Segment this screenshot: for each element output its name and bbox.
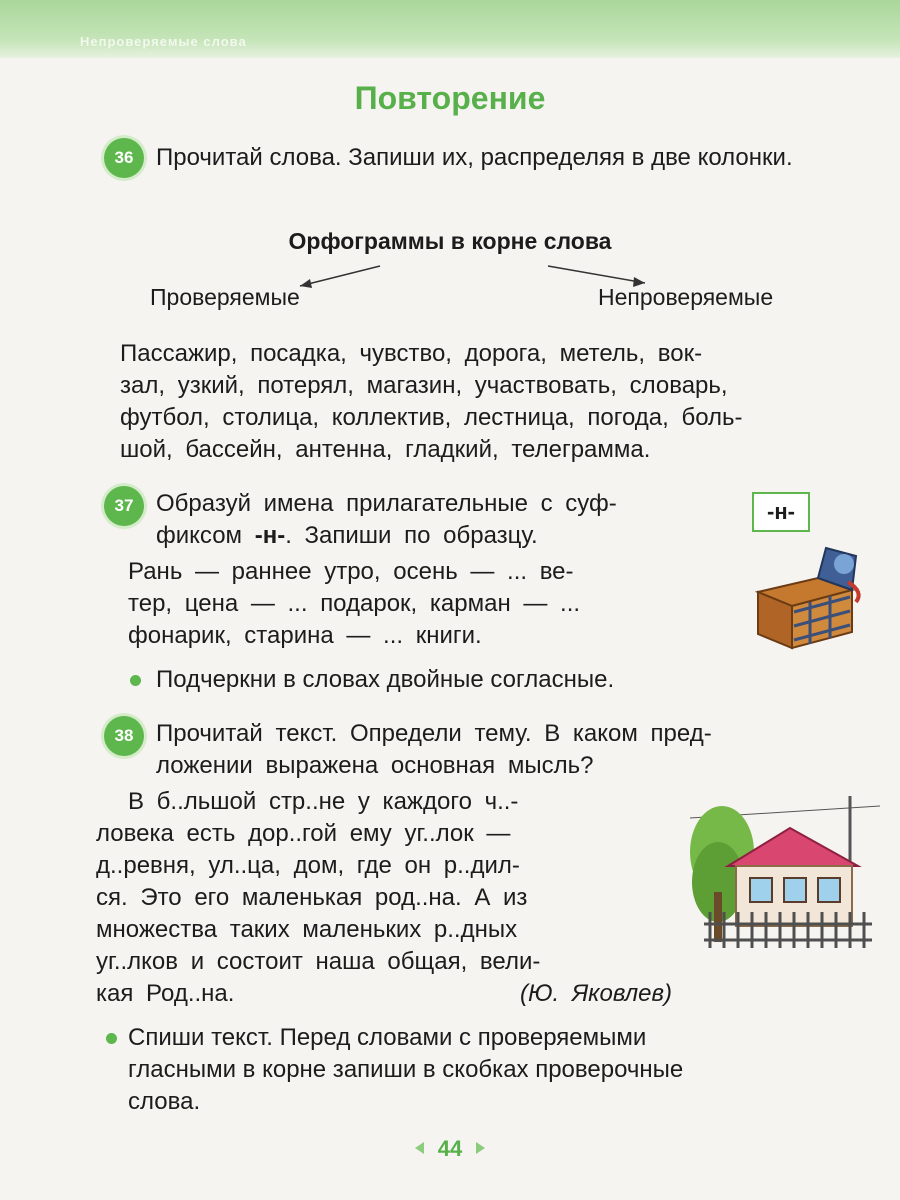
bullet-line: Спиши текст. Перед словами с проверяемыми <box>128 1024 647 1051</box>
task37-instruction <box>156 488 716 552</box>
passage-line: кая Род..на. <box>96 980 235 1007</box>
passage-line: множества таких маленьких р..дных <box>96 916 518 943</box>
next-arrow-icon <box>476 1142 485 1154</box>
task38-line: ложении выражена основная мысль? <box>156 752 594 779</box>
passage-line: ловека есть дор..гой ему уг..лок — <box>96 820 511 847</box>
bullet-line: слова. <box>128 1088 201 1115</box>
example-line: тер, цена — ... подарок, карман — ... <box>128 590 581 617</box>
example-line: фонарик, старина — ... книги. <box>128 622 482 649</box>
prev-arrow-icon <box>415 1142 424 1154</box>
task-number-badge: 37 <box>104 486 144 526</box>
task38-instruction <box>156 718 872 782</box>
passage <box>96 786 672 1010</box>
column-checkable: Проверяемые <box>150 284 300 310</box>
word-line: Пассажир, посадка, чувство, дорога, метель, вок- <box>120 340 703 367</box>
task-number-badge: 36 <box>104 138 144 178</box>
diagram-title: Орфограммы в корне слова <box>288 228 612 254</box>
house-illustration <box>690 792 880 952</box>
page-number <box>0 1136 900 1162</box>
task-number-badge: 38 <box>104 716 144 756</box>
column-uncheckable: Непроверяемые <box>598 284 774 310</box>
task36-text: Прочитай слова. Запиши их, распределяя в две колонки. <box>156 144 793 171</box>
bullet-text: Подчеркни в словах двойные согласные. <box>156 666 615 693</box>
bullet-dot-icon <box>106 1033 117 1044</box>
page-number-text: 44 <box>437 1136 463 1161</box>
passage-line: д..ревня, ул..ца, дом, где он р..дил- <box>96 852 520 879</box>
task37-example <box>128 556 728 652</box>
diagram-arrows <box>0 0 900 320</box>
page-title: Повторение <box>354 80 546 116</box>
passage-line: уг..лков и состоит наша общая, вели- <box>96 948 541 975</box>
word-line: футбол, столица, коллектив, лестница, погода, боль- <box>120 404 743 431</box>
passage-last-line <box>96 978 672 1010</box>
word-list <box>120 338 870 466</box>
suffix-box: -н- <box>752 492 810 532</box>
passage-line: ся. Это его маленькая род..на. А из <box>96 884 528 911</box>
text-span: фиксом <box>156 522 255 549</box>
bullet-dot-icon <box>130 675 141 686</box>
suffix-inline: -н- <box>254 522 286 549</box>
section-tab: Непроверяемые слова <box>80 34 247 49</box>
task38-line: Прочитай текст. Определи тему. В каком пред- <box>156 720 712 747</box>
task37-line: Образуй имена прилагательные с суф- <box>156 490 617 517</box>
text-span: . Запиши по образцу. <box>285 522 538 549</box>
passage-line: В б..льшой стр..не у каждого ч..- <box>128 788 519 815</box>
task37-bullet <box>156 664 614 696</box>
word-line: зал, узкий, потерял, магазин, участвовать, словарь, <box>120 372 728 399</box>
task37-line <box>156 520 716 552</box>
task38-bullet <box>128 1022 874 1118</box>
author-credit: (Ю. Яковлев) <box>519 980 672 1007</box>
word-line: шой, бассейн, антенна, гладкий, телеграмма. <box>120 436 651 463</box>
example-line: Рань — раннее утро, осень — ... ве- <box>128 558 574 585</box>
treasure-chest-illustration <box>748 542 868 652</box>
bullet-line: гласными в корне запиши в скобках проверочные <box>128 1056 684 1083</box>
